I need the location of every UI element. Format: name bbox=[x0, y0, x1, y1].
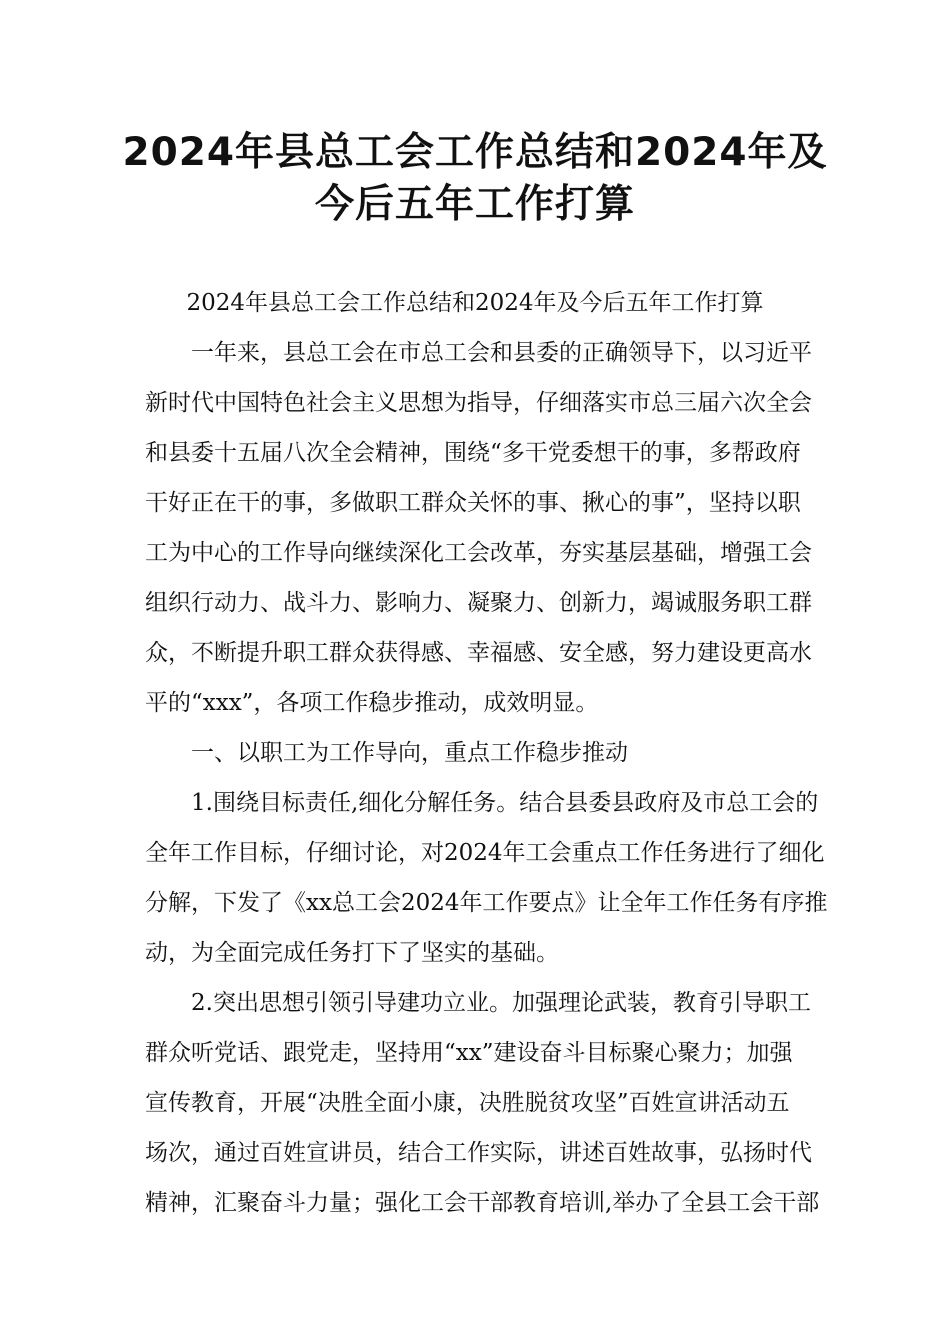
paragraph-line: 新时代中国特色社会主义思想为指导，仔细落实市总三届六次全会 bbox=[145, 390, 812, 416]
paragraph-line: 分解，下发了《xx总工会2024年工作要点》让全年工作任务有序推 bbox=[145, 890, 828, 916]
paragraph-line: 众，不断提升职工群众获得感、幸福感、安全感，努力建设更高水 bbox=[145, 640, 812, 666]
paragraph-line: 2.突出思想引领引导建功立业。加强理论武装，教育引导职工 bbox=[145, 990, 811, 1016]
paragraph-line: 组织行动力、战斗力、影响力、凝聚力、创新力，竭诚服务职工群 bbox=[145, 590, 812, 616]
paragraph-line: 宣传教育，开展“决胜全面小康，决胜脱贫攻坚”百姓宣讲活动五 bbox=[145, 1090, 790, 1116]
paragraph-line: 1.围绕目标责任,细化分解任务。结合县委县政府及市总工会的 bbox=[145, 790, 819, 816]
paragraph-line: 平的“xxx”，各项工作稳步推动，成效明显。 bbox=[145, 690, 599, 716]
document-title-line-1: 2024年县总工会工作总结和2024年及 bbox=[122, 130, 828, 175]
document-title-line-2: 今后五年工作打算 bbox=[314, 182, 635, 227]
paragraph-line: 全年工作目标，仔细讨论，对2024年工会重点工作任务进行了细化 bbox=[145, 840, 825, 866]
paragraph-line: 动，为全面完成任务打下了坚实的基础。 bbox=[145, 940, 559, 966]
paragraph-line: 群众听党话、跟党走，坚持用“xx”建设奋斗目标聚心聚力；加强 bbox=[145, 1040, 793, 1066]
paragraph-line: 和县委十五届八次全会精神，围绕“多干党委想干的事，多帮政府 bbox=[145, 440, 801, 466]
paragraph-line: 场次，通过百姓宣讲员，结合工作实际，讲述百姓故事，弘扬时代 bbox=[145, 1140, 812, 1166]
paragraph-line: 干好正在干的事，多做职工群众关怀的事、揪心的事”，坚持以职 bbox=[145, 490, 801, 516]
document-subtitle: 2024年县总工会工作总结和2024年及今后五年工作打算 bbox=[186, 290, 764, 316]
paragraph-line: 工为中心的工作导向继续深化工会改革，夯实基层基础，增强工会 bbox=[145, 540, 812, 566]
section-heading: 一、以职工为工作导向，重点工作稳步推动 bbox=[145, 740, 628, 766]
paragraph-line: 一年来，县总工会在市总工会和县委的正确领导下，以习近平 bbox=[145, 340, 812, 366]
paragraph-line: 精神，汇聚奋斗力量；强化工会干部教育培训,举办了全县工会干部 bbox=[145, 1190, 820, 1216]
